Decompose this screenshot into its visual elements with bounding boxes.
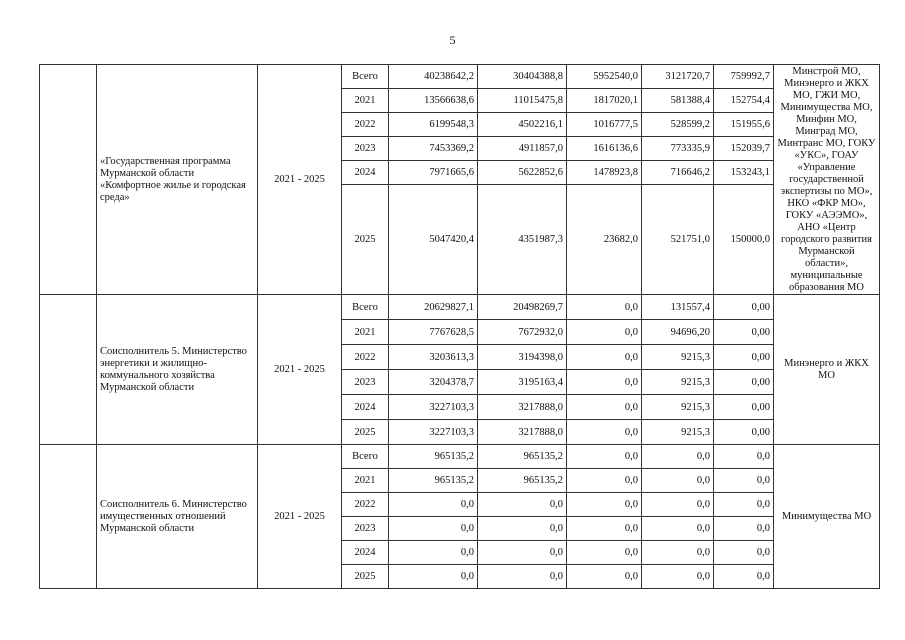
local-budget-value: 9215,3	[642, 395, 714, 420]
total-value: 5047420,4	[389, 185, 478, 295]
federal-budget-value: 0,0	[567, 541, 642, 565]
total-value: 7767628,5	[389, 320, 478, 345]
year-cell: 2022	[342, 493, 389, 517]
table-row	[40, 295, 880, 320]
local-budget-value: 0,0	[642, 541, 714, 565]
year-cell: 2021	[342, 89, 389, 113]
federal-budget-value: 0,0	[567, 295, 642, 320]
federal-budget-value: 1616136,6	[567, 137, 642, 161]
total-value: 965135,2	[389, 469, 478, 493]
total-value: 20629827,1	[389, 295, 478, 320]
regional-budget-value: 7672932,0	[478, 320, 567, 345]
local-budget-value: 773335,9	[642, 137, 714, 161]
total-value: 6199548,3	[389, 113, 478, 137]
federal-budget-value: 5952540,0	[567, 65, 642, 89]
federal-budget-value: 0,0	[567, 565, 642, 589]
total-value: 3203613,3	[389, 345, 478, 370]
regional-budget-value: 0,0	[478, 493, 567, 517]
total-value: 40238642,2	[389, 65, 478, 89]
federal-budget-value: 1817020,1	[567, 89, 642, 113]
table-row	[40, 65, 880, 89]
period-cell: 2021 - 2025	[258, 445, 342, 589]
federal-budget-value: 1478923,8	[567, 161, 642, 185]
other-sources-value: 151955,6	[714, 113, 774, 137]
local-budget-value: 581388,4	[642, 89, 714, 113]
total-value: 0,0	[389, 517, 478, 541]
local-budget-value: 0,0	[642, 445, 714, 469]
total-value: 7453369,2	[389, 137, 478, 161]
regional-budget-value: 0,0	[478, 565, 567, 589]
year-cell: 2023	[342, 517, 389, 541]
period-cell: 2021 - 2025	[258, 65, 342, 295]
total-value: 965135,2	[389, 445, 478, 469]
year-cell: 2022	[342, 113, 389, 137]
period-cell: 2021 - 2025	[258, 295, 342, 445]
year-cell: 2025	[342, 185, 389, 295]
local-budget-value: 9215,3	[642, 420, 714, 445]
local-budget-value: 3121720,7	[642, 65, 714, 89]
total-value: 3204378,7	[389, 370, 478, 395]
other-sources-value: 150000,0	[714, 185, 774, 295]
total-value: 13566638,6	[389, 89, 478, 113]
federal-budget-value: 23682,0	[567, 185, 642, 295]
local-budget-value: 9215,3	[642, 370, 714, 395]
regional-budget-value: 4351987,3	[478, 185, 567, 295]
year-cell: 2021	[342, 469, 389, 493]
other-sources-value: 759992,7	[714, 65, 774, 89]
local-budget-value: 94696,20	[642, 320, 714, 345]
year-cell: 2025	[342, 565, 389, 589]
regional-budget-value: 4911857,0	[478, 137, 567, 161]
year-cell: Всего	[342, 445, 389, 469]
federal-budget-value: 1016777,5	[567, 113, 642, 137]
other-sources-value: 0,0	[714, 445, 774, 469]
program-name-cell: Соисполнитель 6. Министерство имущественных отношений Мурманской области	[97, 445, 258, 589]
other-sources-value: 0,0	[714, 541, 774, 565]
program-name-cell: «Государственная программа Мурманской области «Комфортное жилье и городская среда»	[97, 65, 258, 295]
local-budget-value: 521751,0	[642, 185, 714, 295]
year-cell: 2024	[342, 541, 389, 565]
regional-budget-value: 3217888,0	[478, 420, 567, 445]
program-funding-table	[39, 64, 880, 589]
federal-budget-value: 0,0	[567, 445, 642, 469]
federal-budget-value: 0,0	[567, 420, 642, 445]
regional-budget-value: 5622852,6	[478, 161, 567, 185]
federal-budget-value: 0,0	[567, 493, 642, 517]
year-cell: Всего	[342, 295, 389, 320]
local-budget-value: 716646,2	[642, 161, 714, 185]
local-budget-value: 528599,2	[642, 113, 714, 137]
program-name-cell: Соисполнитель 5. Министерство энергетики и жилищно-коммунального хозяйства Мурманской области	[97, 295, 258, 445]
year-cell: 2024	[342, 395, 389, 420]
local-budget-value: 0,0	[642, 565, 714, 589]
other-sources-value: 152754,4	[714, 89, 774, 113]
other-sources-value: 0,0	[714, 565, 774, 589]
year-cell: 2021	[342, 320, 389, 345]
year-cell: Всего	[342, 65, 389, 89]
regional-budget-value: 20498269,7	[478, 295, 567, 320]
federal-budget-value: 0,0	[567, 370, 642, 395]
regional-budget-value: 3195163,4	[478, 370, 567, 395]
page-number: 5	[449, 33, 456, 47]
local-budget-value: 0,0	[642, 469, 714, 493]
other-sources-value: 0,00	[714, 420, 774, 445]
regional-budget-value: 3217888,0	[478, 395, 567, 420]
regional-budget-value: 0,0	[478, 517, 567, 541]
other-sources-value: 0,0	[714, 493, 774, 517]
other-sources-value: 0,00	[714, 295, 774, 320]
regional-budget-value: 4502216,1	[478, 113, 567, 137]
regional-budget-value: 965135,2	[478, 445, 567, 469]
total-value: 3227103,3	[389, 395, 478, 420]
year-cell: 2022	[342, 345, 389, 370]
table-row	[40, 445, 880, 469]
local-budget-value: 131557,4	[642, 295, 714, 320]
local-budget-value: 9215,3	[642, 345, 714, 370]
regional-budget-value: 11015475,8	[478, 89, 567, 113]
executors-cell: Минимущества МО	[774, 445, 880, 589]
total-value: 7971665,6	[389, 161, 478, 185]
regional-budget-value: 3194398,0	[478, 345, 567, 370]
regional-budget-value: 0,0	[478, 541, 567, 565]
total-value: 0,0	[389, 565, 478, 589]
other-sources-value: 153243,1	[714, 161, 774, 185]
total-value: 0,0	[389, 541, 478, 565]
executors-cell: Минэнерго и ЖКХ МО	[774, 295, 880, 445]
other-sources-value: 152039,7	[714, 137, 774, 161]
other-sources-value: 0,00	[714, 395, 774, 420]
other-sources-value: 0,0	[714, 517, 774, 541]
regional-budget-value: 30404388,8	[478, 65, 567, 89]
year-cell: 2025	[342, 420, 389, 445]
year-cell: 2024	[342, 161, 389, 185]
other-sources-value: 0,00	[714, 345, 774, 370]
federal-budget-value: 0,0	[567, 395, 642, 420]
executors-cell: Минстрой МО, Минэнерго и ЖКХ МО, ГЖИ МО, Минимущества МО, Минфин МО, Минград МО, Минтранс МО, ГОКУ «УКС», ГОАУ «Управление государственной экспертизы по МО», НКО «ФКР МО», ГОКУ «АЭЭМО», АНО «Центр городского развития Мурманской области», муниципальные образования МО	[774, 65, 880, 295]
regional-budget-value: 965135,2	[478, 469, 567, 493]
other-sources-value: 0,0	[714, 469, 774, 493]
year-cell: 2023	[342, 370, 389, 395]
federal-budget-value: 0,0	[567, 517, 642, 541]
number-cell	[40, 295, 97, 445]
other-sources-value: 0,00	[714, 370, 774, 395]
year-cell: 2023	[342, 137, 389, 161]
number-cell	[40, 65, 97, 295]
federal-budget-value: 0,0	[567, 320, 642, 345]
other-sources-value: 0,00	[714, 320, 774, 345]
total-value: 0,0	[389, 493, 478, 517]
local-budget-value: 0,0	[642, 517, 714, 541]
number-cell	[40, 445, 97, 589]
local-budget-value: 0,0	[642, 493, 714, 517]
total-value: 3227103,3	[389, 420, 478, 445]
federal-budget-value: 0,0	[567, 345, 642, 370]
federal-budget-value: 0,0	[567, 469, 642, 493]
